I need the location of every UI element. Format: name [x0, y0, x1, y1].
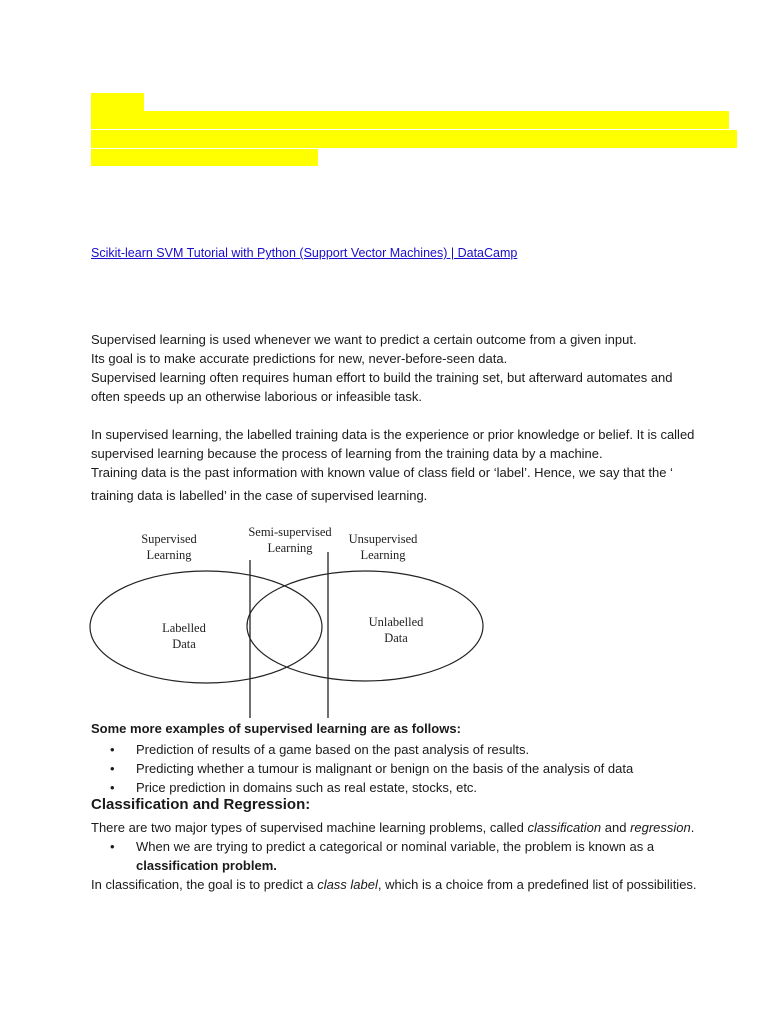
text-run: , which is a choice from a predefined list of possibilities. [377, 877, 697, 892]
labelled-data-label: Labelled [162, 621, 206, 635]
learning-types-venn-diagram [88, 518, 498, 720]
list-item [110, 837, 654, 875]
definition-line: In supervised learning, the labelled training data is the experience or prior knowledge or belief. It is called [91, 427, 695, 442]
classification-problem-term: classification problem. [136, 858, 277, 873]
highlight-bar-1 [91, 93, 144, 111]
datacamp-tutorial-link[interactable]: Scikit-learn SVM Tutorial with Python (Support Vector Machines) | DataCamp [91, 246, 518, 260]
unlabelled-data-label: Data [384, 631, 408, 645]
labelled-data-label: Data [172, 637, 196, 651]
labelled-data-ellipse [90, 571, 322, 683]
text-run: and [601, 820, 631, 835]
definition-paragraph [91, 425, 741, 505]
definition-line: supervised learning because the process of learning from the training data by a machine. [91, 446, 603, 461]
classification-list [110, 837, 654, 875]
definition-line: Training data is the past information with known value of class field or ‘label’. Hence, we say that the ‘ [91, 465, 673, 480]
bullet-icon: • [110, 742, 115, 757]
bullet-icon: • [110, 839, 115, 854]
highlight-bar-2 [91, 111, 729, 129]
supervised-label: Learning [146, 548, 192, 562]
intro-line: often speeds up an otherwise laborious or infeasible task. [91, 389, 422, 404]
italic-term: regression [630, 820, 691, 835]
text-run: . [690, 820, 695, 835]
supervised-label: Supervised [141, 532, 197, 546]
intro-paragraph [91, 330, 741, 406]
intro-line: Supervised learning is used whenever we want to predict a certain outcome from a given input. [91, 332, 637, 347]
bullet-icon: • [110, 761, 115, 776]
text-run: There are two major types of supervised machine learning problems, called [91, 820, 528, 835]
intro-line: Supervised learning often requires human effort to build the training set, but afterward automates and [91, 370, 673, 385]
list-item [110, 778, 633, 797]
unlabelled-data-ellipse [247, 571, 483, 681]
italic-term: classification [527, 820, 602, 835]
bullet-icon: • [110, 780, 115, 795]
classification-heading: Classification and Regression: [91, 796, 311, 813]
list-item-text: When we are trying to predict a categorical or nominal variable, the problem is known as a [136, 839, 655, 854]
unsupervised-label: Learning [360, 548, 406, 562]
highlight-bar-3 [91, 130, 737, 148]
examples-list [110, 740, 633, 797]
definition-line: training data is labelled’ in the case of supervised learning. [91, 488, 428, 503]
list-item-text: Prediction of results of a game based on the past analysis of results. [136, 742, 530, 757]
list-item [110, 759, 633, 778]
classification-goal [91, 875, 741, 894]
italic-term: class label [317, 877, 378, 892]
highlight-bar-4 [91, 149, 318, 166]
list-item-text: Predicting whether a tumour is malignant or benign on the basis of the analysis of data [136, 761, 634, 776]
unlabelled-data-label: Unlabelled [368, 615, 424, 629]
intro-line: Its goal is to make accurate predictions for new, never-before-seen data. [91, 351, 508, 366]
semi-supervised-label: Learning [267, 541, 313, 555]
examples-heading: Some more examples of supervised learning are as follows: [91, 721, 461, 736]
list-item [110, 740, 633, 759]
semi-supervised-label: Semi-supervised [248, 525, 332, 539]
list-item-text: Price prediction in domains such as real estate, stocks, etc. [136, 780, 478, 795]
text-run: In classification, the goal is to predict a [91, 877, 318, 892]
classification-intro [91, 818, 741, 837]
unsupervised-label: Unsupervised [348, 532, 418, 546]
